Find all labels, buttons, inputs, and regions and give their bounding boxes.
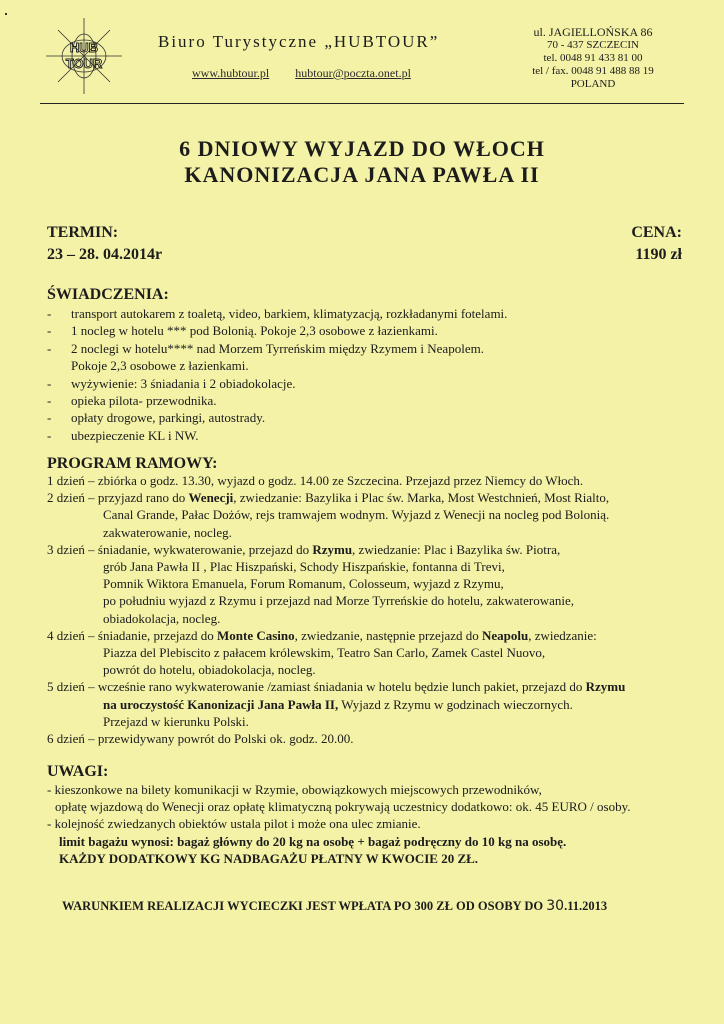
title-line-1: 6 DNIOWY WYJAZD DO WŁOCH [179,136,545,161]
program-day-3: 3 dzień – śniadanie, wykwaterowanie, przejazd do Rzymu, zwiedzanie: Plac i Bazylika św. Piotra, [47,541,561,557]
termin-label: TERMIN: [47,224,119,241]
program-day-3-cont: grób Jana Pawła II , Plac Hiszpański, Schody Hiszpańskie, fontanna di Trevi, [103,559,505,575]
uwagi-baggage-limit: limit bagażu wynosi: bagaż główny do 20 kg na osobę + bagaż podręczny do 10 kg na osobę. [59,833,567,849]
uwagi-heading: UWAGI: [47,763,109,780]
program-day-2-cont: Canal Grande, Pałac Dożów, rejs tramwajem wodnym. Wyjazd z Wenecji na nocleg pod Bolonią. [103,507,610,523]
program-day-5-cont: na uroczystość Kanonizacji Jana Pawła II, Wyjazd z Rzymu w godzinach wieczornych. [103,696,573,712]
program-day-5-cont: Przejazd w kierunku Polski. [103,713,249,729]
address-city: 70 - 437 SZCZECIN [547,39,639,51]
program-day-2: 2 dzień – przyjazd rano do Wenecji, zwiedzanie: Bazylika i Plac św. Marka, Most Westchnień, Most Rialto, [47,490,610,506]
address-phone: tel. 0048 91 433 81 00 [543,52,643,64]
uwagi-extra-baggage: KAŻDY DODATKOWY KG NADBAGAŻU PŁATNY W KWOCIE 20 ZŁ. [59,850,479,866]
handwritten-day: 30 [546,898,565,914]
uwagi-line: opłatę wjazdową do Wenecji oraz opłatę klimatyczną pokrywają uczestnicy dodatkowo: ok. 45 EURO / osoby. [55,799,631,815]
program-day-6: 6 dzień – przewidywany powrót do Polski ok. godz. 20.00. [47,731,354,747]
swiadczenia-list [47,305,687,444]
list-item: - opłaty drogowe, parkingi, autostrady. [47,410,266,426]
program-day-5: 5 dzień – wcześnie rano wykwaterowanie /zamiast śniadania w hotelu będzie lunch pakiet, przejazd do Rzymu [47,679,626,695]
list-item: - opieka pilota- przewodnika. [47,393,217,409]
program-day-3-cont: obiadokolacja, nocleg. [103,610,221,626]
company-name: Biuro Turystyczne „HUBTOUR” [158,32,440,51]
list-item: - 2 noclegi w hotelu**** nad Morzem Tyrreńskim między Rzymem i Neapolem. Pokoje 2,3 osobowe z łazienkami. [47,340,484,374]
program-day-4-cont: powrót do hotelu, obiadokolacja, nocleg. [103,662,316,678]
uwagi-line: - kieszonkowe na bilety komunikacji w Rzymie, obowiązkowych miejscowych przewodników, [47,782,542,797]
header-divider [40,103,684,104]
uwagi-line: - kolejność zwiedzanych obiektów ustala pilot i może ona ulec zmianie. [47,816,421,832]
logo-text-top: HUB [69,40,99,55]
list-item: - wyżywienie: 3 śniadania i 2 obiadokolacje. [47,375,296,391]
program-heading: PROGRAM RAMOWY: [47,455,218,472]
cena-label: CENA: [631,224,682,241]
logo-text-bottom: TOUR [65,56,103,71]
list-item: - ubezpieczenie KL i NW. [47,427,199,443]
program-day-4: 4 dzień – śniadanie, przejazd do Monte Casino, zwiedzanie, następnie przejazd do Neapolu, zwiedzanie: [47,627,597,643]
email-link[interactable]: hubtour@poczta.onet.pl [295,66,411,80]
title-line-2: KANONIZACJA JANA PAWŁA II [184,162,540,187]
address-country: POLAND [570,78,616,90]
termin-value: 23 – 28. 04.2014r [47,246,163,263]
company-address [528,26,658,91]
list-item: - transport autokarem z toaletą, video, barkiem, klimatyzacją, rozkładanymi fotelami. [47,306,508,321]
uwagi-list [47,781,717,867]
list-item: - 1 nocleg w hotelu *** pod Bolonią. Pokoje 2,3 osobowe z łazienkami. [47,323,438,339]
program-day-3-cont: Pomnik Wiktora Emanuela, Forum Romanum, Colosseum, wyjazd z Rzymu, [103,576,504,592]
payment-condition: WARUNKIEM REALIZACJI WYCIECZKI JEST WPŁATA PO 300 ZŁ OD OSOBY DO 30.11.2013 [62,898,608,914]
swiadczenia-heading: ŚWIADCZENIA: [47,286,169,303]
program-list [47,472,712,747]
address-fax: tel / fax. 0048 91 488 88 19 [532,65,654,77]
program-day-4-cont: Piazza del Plebiscito z pałacem królewskim, Teatro San Carlo, Zamek Castel Nuovo, [103,645,546,661]
page-title [0,136,724,188]
scan-speck [5,13,7,15]
hubtour-logo [44,16,124,96]
address-street: ul. JAGIELLOŃSKA 86 [533,25,653,39]
website-link[interactable]: www.hubtour.pl [192,66,270,80]
contact-links [192,66,411,81]
cena-value: 1190 zł [635,246,682,263]
program-day-2-cont: zakwaterowanie, nocleg. [103,524,232,540]
program-day-3-cont: po południu wyjazd z Rzymu i przejazd nad Morze Tyrreńskie do hotelu, zakwaterowanie, [103,593,575,609]
program-day-1: 1 dzień – zbiórka o godz. 13.30, wyjazd o godz. 14.00 ze Szczecina. Przejazd przez Niemcy do Włoch. [47,473,584,488]
